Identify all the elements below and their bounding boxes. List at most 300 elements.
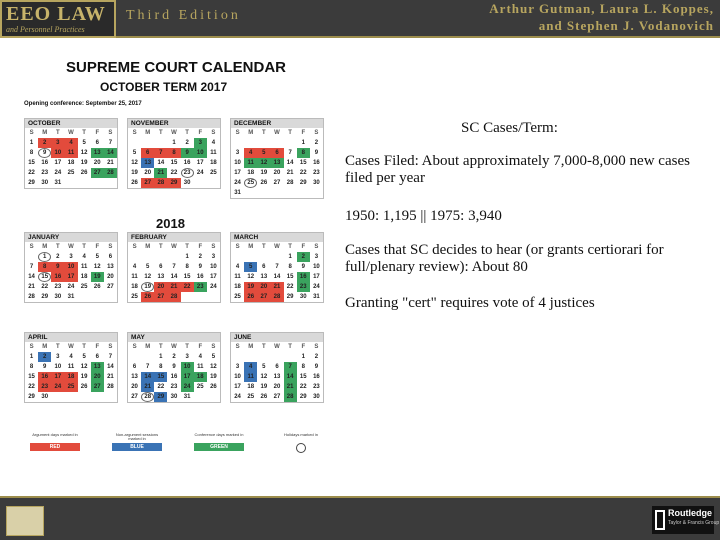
day-cell: 19	[260, 170, 268, 176]
day-cell: 23	[170, 384, 178, 390]
weekday-header: W	[68, 344, 74, 350]
routledge-icon	[655, 510, 665, 530]
month-december	[230, 118, 324, 199]
day-cell: 11	[234, 274, 241, 280]
legend-swatch: BLUE	[112, 443, 162, 451]
day-cell: 20	[144, 170, 152, 176]
day-cell: 25	[67, 170, 75, 176]
day-cell: 11	[197, 364, 204, 370]
month-name: FEBRUARY	[128, 233, 220, 242]
day-cell: 21	[107, 374, 114, 380]
weekday-header: S	[314, 244, 319, 250]
weekday-header: M	[248, 344, 254, 350]
day-cell: 22	[170, 170, 178, 176]
day-cell: 28	[154, 178, 167, 188]
day-cell: 27	[131, 394, 138, 400]
empty-day	[231, 352, 244, 362]
legend-label: Conference days marked in	[194, 432, 244, 437]
day-cell: 15	[28, 374, 35, 380]
publisher-logo	[652, 506, 720, 534]
weekday-header: M	[248, 130, 254, 136]
weekday-header: T	[288, 130, 292, 136]
empty-day	[284, 138, 297, 148]
weekday-header: S	[235, 344, 240, 350]
day-cell: 17	[51, 372, 64, 382]
day-cell: 17	[181, 372, 194, 382]
day-cell: 26	[244, 292, 257, 302]
day-cell: 29	[299, 180, 307, 186]
day-cell: 6	[108, 254, 113, 260]
day-cell: 20	[257, 282, 270, 292]
day-cell: 7	[154, 148, 167, 158]
day-grid	[231, 242, 323, 302]
authors	[444, 0, 714, 34]
day-cell: 10	[54, 364, 62, 370]
day-cell: 9	[38, 148, 51, 158]
day-cell: 20	[131, 384, 138, 390]
day-cell: 1	[159, 354, 163, 360]
legend-item	[194, 433, 244, 451]
empty-day	[270, 352, 283, 362]
day-cell: 19	[210, 374, 217, 380]
day-cell: 8	[185, 264, 189, 270]
weekday-header: W	[274, 130, 280, 136]
day-grid	[25, 242, 117, 302]
calendar-legend	[24, 433, 326, 463]
day-cell: 12	[80, 364, 88, 370]
day-cell: 2	[198, 254, 202, 260]
day-cell: 24	[67, 284, 75, 290]
day-cell: 23	[297, 282, 310, 292]
day-cell: 23	[38, 382, 51, 392]
legend-swatch: RED	[30, 443, 80, 451]
day-cell: 13	[141, 158, 154, 168]
day-cell: 12	[131, 160, 138, 166]
empty-day	[231, 252, 244, 262]
weekday-header: M	[145, 130, 151, 136]
day-cell: 2	[314, 354, 319, 360]
empty-day	[154, 138, 167, 148]
day-cell: 15	[170, 160, 178, 166]
day-cell: 10	[51, 148, 64, 158]
day-cell: 25	[247, 394, 255, 400]
empty-day	[231, 138, 244, 148]
day-cell: 13	[107, 264, 114, 270]
weekday-header: S	[108, 130, 113, 136]
day-cell: 6	[141, 148, 154, 158]
day-cell: 16	[313, 374, 320, 380]
day-cell: 21	[286, 170, 294, 176]
day-cell: 6	[132, 364, 137, 370]
weekday-header: T	[185, 130, 189, 136]
day-cell: 3	[185, 354, 189, 360]
weekday-header: T	[159, 344, 163, 350]
day-cell: 19	[80, 160, 88, 166]
day-cell: 20	[273, 170, 281, 176]
logo-title: EEO LAW	[6, 3, 106, 25]
weekday-header: F	[301, 244, 306, 250]
day-cell: 21	[270, 282, 283, 292]
day-cell: 28	[286, 180, 294, 186]
empty-day	[167, 252, 180, 262]
day-cell: 10	[64, 262, 77, 272]
day-cell: 10	[234, 374, 241, 380]
day-cell: 30	[299, 294, 307, 300]
day-cell: 4	[132, 264, 137, 270]
day-cell: 22	[28, 384, 35, 390]
day-cell: 21	[107, 160, 114, 166]
day-cell: 17	[64, 272, 77, 282]
day-cell: 22	[181, 282, 194, 292]
weekday-header: T	[262, 244, 266, 250]
day-cell: 6	[275, 364, 279, 370]
day-cell: 29	[28, 394, 35, 400]
day-cell: 12	[260, 374, 268, 380]
day-cell: 8	[288, 264, 292, 270]
day-cell: 7	[108, 140, 113, 146]
day-cell: 9	[172, 364, 176, 370]
day-cell: 28	[167, 292, 180, 302]
weekday-header: S	[314, 130, 319, 136]
weekday-header: T	[56, 244, 60, 250]
day-grid	[231, 128, 323, 198]
day-cell: 15	[38, 272, 51, 282]
day-cell: 16	[297, 272, 310, 282]
weekday-header: M	[145, 244, 151, 250]
month-name: MAY	[128, 333, 220, 342]
day-cell: 29	[28, 180, 35, 186]
day-cell: 12	[257, 158, 270, 168]
day-cell: 30	[313, 394, 320, 400]
day-cell: 8	[297, 148, 310, 158]
weekday-header: M	[42, 130, 48, 136]
day-cell: 24	[210, 284, 217, 290]
day-cell: 26	[260, 180, 268, 186]
day-cell: 14	[273, 274, 281, 280]
weekday-header: T	[288, 344, 292, 350]
month-april	[24, 332, 118, 403]
day-cell: 5	[82, 354, 86, 360]
day-cell: 25	[234, 294, 241, 300]
day-cell: 3	[235, 364, 240, 370]
day-cell: 27	[154, 292, 167, 302]
day-cell: 5	[82, 140, 86, 146]
slide-heading: SC Cases/Term:	[461, 120, 558, 136]
day-cell: 7	[108, 354, 113, 360]
day-cell: 16	[313, 160, 320, 166]
weekday-header: S	[29, 130, 34, 136]
day-cell: 5	[211, 354, 216, 360]
day-cell: 1	[301, 354, 305, 360]
day-cell: 25	[131, 294, 138, 300]
weekday-header: F	[301, 130, 306, 136]
day-cell: 9	[301, 264, 305, 270]
day-cell: 19	[244, 282, 257, 292]
day-cell: 3	[211, 254, 216, 260]
cert-vote-text: Granting "cert" requires vote of 4 justices	[345, 295, 595, 311]
legend-swatch: GREEN	[194, 443, 244, 451]
day-cell: 26	[80, 384, 88, 390]
day-cell: 15	[286, 274, 294, 280]
day-cell: 19	[260, 384, 268, 390]
day-cell: 14	[157, 160, 165, 166]
weekday-header: T	[56, 130, 60, 136]
edition-label: Third Edition	[126, 8, 241, 23]
month-name: APRIL	[25, 333, 117, 342]
day-cell: 21	[154, 168, 167, 178]
day-grid	[128, 242, 220, 302]
day-cell: 14	[28, 274, 35, 280]
day-cell: 24	[181, 382, 194, 392]
day-cell: 14	[141, 372, 154, 382]
day-cell: 29	[41, 294, 49, 300]
day-cell: 9	[181, 148, 194, 158]
authors-line2: and Stephen J. Vodanovich	[538, 18, 714, 33]
month-name: DECEMBER	[231, 119, 323, 128]
day-cell: 27	[141, 178, 154, 188]
day-cell: 24	[54, 170, 62, 176]
supreme-court-calendar	[24, 56, 326, 464]
day-cell: 1	[29, 354, 34, 360]
month-january	[24, 232, 118, 303]
weekday-header: W	[171, 130, 177, 136]
legend-swatch	[296, 443, 306, 453]
weekday-header: S	[235, 130, 240, 136]
day-cell: 4	[235, 264, 240, 270]
day-cell: 15	[299, 160, 307, 166]
day-cell: 16	[170, 374, 178, 380]
day-cell: 2	[56, 254, 60, 260]
day-cell: 19	[141, 282, 154, 292]
day-cell: 22	[299, 384, 307, 390]
day-cell: 28	[141, 392, 154, 402]
weekday-header: S	[29, 344, 34, 350]
day-cell: 9	[198, 264, 202, 270]
weekday-header: F	[198, 344, 203, 350]
day-cell: 15	[28, 160, 35, 166]
day-cell: 18	[80, 274, 88, 280]
day-cell: 14	[286, 160, 294, 166]
day-cell: 1	[301, 140, 305, 146]
day-cell: 13	[260, 274, 268, 280]
weekday-header: W	[171, 344, 177, 350]
calendar-term: OCTOBER TERM 2017	[100, 80, 228, 94]
day-cell: 20	[93, 160, 101, 166]
day-cell: 13	[273, 374, 281, 380]
day-cell: 23	[41, 170, 49, 176]
day-cell: 27	[273, 394, 281, 400]
day-grid	[128, 342, 220, 402]
empty-day	[257, 138, 270, 148]
day-cell: 5	[146, 264, 150, 270]
day-cell: 8	[38, 262, 51, 272]
day-cell: 30	[183, 180, 191, 186]
day-cell: 1	[185, 254, 189, 260]
day-cell: 2	[185, 140, 189, 146]
empty-day	[257, 252, 270, 262]
day-cell: 27	[273, 180, 281, 186]
day-cell: 30	[41, 180, 49, 186]
day-cell: 18	[247, 384, 255, 390]
day-cell: 7	[29, 264, 34, 270]
day-cell: 8	[301, 364, 305, 370]
day-cell: 18	[234, 284, 241, 290]
day-cell: 15	[299, 374, 307, 380]
legend-item	[276, 433, 326, 453]
day-cell: 11	[80, 264, 88, 270]
footer-bar	[0, 496, 720, 540]
day-cell: 24	[313, 284, 320, 290]
day-cell: 22	[41, 284, 49, 290]
day-cell: 26	[93, 284, 101, 290]
day-cell: 8	[167, 148, 180, 158]
day-cell: 21	[167, 282, 180, 292]
weekday-header: S	[211, 244, 216, 250]
weekday-header: S	[132, 130, 137, 136]
day-cell: 30	[41, 394, 49, 400]
day-cell: 31	[54, 180, 62, 186]
day-cell: 7	[146, 364, 150, 370]
day-cell: 5	[132, 150, 137, 156]
weekday-header: S	[211, 344, 216, 350]
empty-day	[25, 252, 38, 262]
weekday-header: M	[145, 344, 151, 350]
day-cell: 25	[64, 382, 77, 392]
weekday-header: T	[262, 130, 266, 136]
day-cell: 20	[273, 384, 281, 390]
calendar-year: 2018	[156, 216, 185, 231]
day-cell: 3	[235, 150, 240, 156]
weekday-header: T	[262, 344, 266, 350]
day-cell: 26	[141, 292, 154, 302]
day-cell: 6	[95, 140, 99, 146]
day-cell: 8	[29, 364, 34, 370]
weekday-header: F	[95, 130, 100, 136]
day-grid	[25, 128, 117, 188]
day-cell: 3	[194, 138, 207, 148]
day-cell: 9	[314, 364, 319, 370]
empty-day	[244, 352, 257, 362]
empty-day	[128, 138, 141, 148]
day-cell: 4	[82, 254, 86, 260]
month-march	[230, 232, 324, 303]
day-cell: 28	[270, 292, 283, 302]
day-cell: 17	[54, 160, 62, 166]
weekday-header: W	[68, 244, 74, 250]
day-cell: 29	[167, 178, 180, 188]
header-bar	[0, 0, 720, 38]
day-cell: 17	[210, 274, 217, 280]
day-cell: 20	[154, 282, 167, 292]
day-cell: 2	[38, 352, 51, 362]
day-cell: 24	[234, 180, 241, 186]
day-cell: 31	[67, 294, 75, 300]
day-cell: 9	[43, 364, 47, 370]
day-cell: 30	[170, 394, 178, 400]
day-cell: 1	[288, 254, 292, 260]
day-cell: 16	[183, 160, 191, 166]
day-cell: 14	[104, 148, 117, 158]
day-cell: 31	[183, 394, 191, 400]
day-cell: 27	[107, 284, 114, 290]
day-cell: 10	[194, 148, 207, 158]
day-cell: 31	[234, 190, 241, 196]
day-cell: 29	[286, 294, 294, 300]
day-cell: 17	[234, 170, 241, 176]
empty-day	[141, 138, 154, 148]
day-cell: 3	[314, 254, 319, 260]
day-cell: 6	[262, 264, 266, 270]
seal-icon	[6, 506, 44, 536]
day-cell: 10	[210, 264, 217, 270]
day-cell: 5	[257, 148, 270, 158]
day-cell: 19	[91, 272, 104, 282]
day-cell: 17	[234, 384, 241, 390]
day-cell: 10	[234, 160, 241, 166]
weekday-header: S	[108, 244, 113, 250]
weekday-header: T	[82, 244, 86, 250]
day-cell: 4	[211, 140, 216, 146]
day-cell: 12	[80, 150, 88, 156]
empty-day	[154, 252, 167, 262]
day-cell: 22	[28, 170, 35, 176]
month-name: OCTOBER	[25, 119, 117, 128]
weekday-header: T	[82, 130, 86, 136]
day-cell: 31	[313, 294, 320, 300]
weekday-header: S	[29, 244, 34, 250]
day-cell: 2	[38, 138, 51, 148]
day-cell: 20	[91, 372, 104, 382]
day-cell: 12	[93, 264, 101, 270]
legend-item	[30, 433, 80, 451]
empty-day	[244, 138, 257, 148]
month-may	[127, 332, 221, 403]
day-cell: 4	[244, 148, 257, 158]
day-cell: 24	[234, 394, 241, 400]
cases-filed-text: Cases Filed: About approximately 7,000-8,000 new cases filed per year	[345, 153, 690, 186]
book-logo	[0, 0, 116, 38]
day-cell: 9	[51, 262, 64, 272]
day-cell: 13	[91, 362, 104, 372]
month-name: MARCH	[231, 233, 323, 242]
day-cell: 14	[107, 364, 114, 370]
empty-day	[141, 352, 154, 362]
day-cell: 4	[198, 354, 202, 360]
opening-conference: Opening conference: September 25, 2017	[24, 101, 142, 107]
day-cell: 28	[107, 384, 114, 390]
day-cell: 26	[210, 384, 217, 390]
day-cell: 1	[29, 140, 34, 146]
day-cell: 11	[244, 372, 257, 382]
day-cell: 24	[196, 170, 204, 176]
day-cell: 19	[131, 170, 138, 176]
day-cell: 25	[210, 170, 217, 176]
day-cell: 1	[172, 140, 176, 146]
day-cell: 3	[69, 254, 73, 260]
month-february	[127, 232, 221, 303]
legend-label: Argument days marked in	[32, 432, 78, 437]
day-cell: 12	[144, 274, 152, 280]
day-cell: 23	[313, 384, 320, 390]
day-cell: 2	[172, 354, 176, 360]
weekday-header: T	[82, 344, 86, 350]
day-cell: 14	[284, 372, 297, 382]
day-cell: 2	[314, 140, 319, 146]
day-cell: 17	[313, 274, 320, 280]
day-cell: 29	[154, 392, 167, 402]
day-cell: 3	[56, 354, 60, 360]
weekday-header: W	[274, 244, 280, 250]
